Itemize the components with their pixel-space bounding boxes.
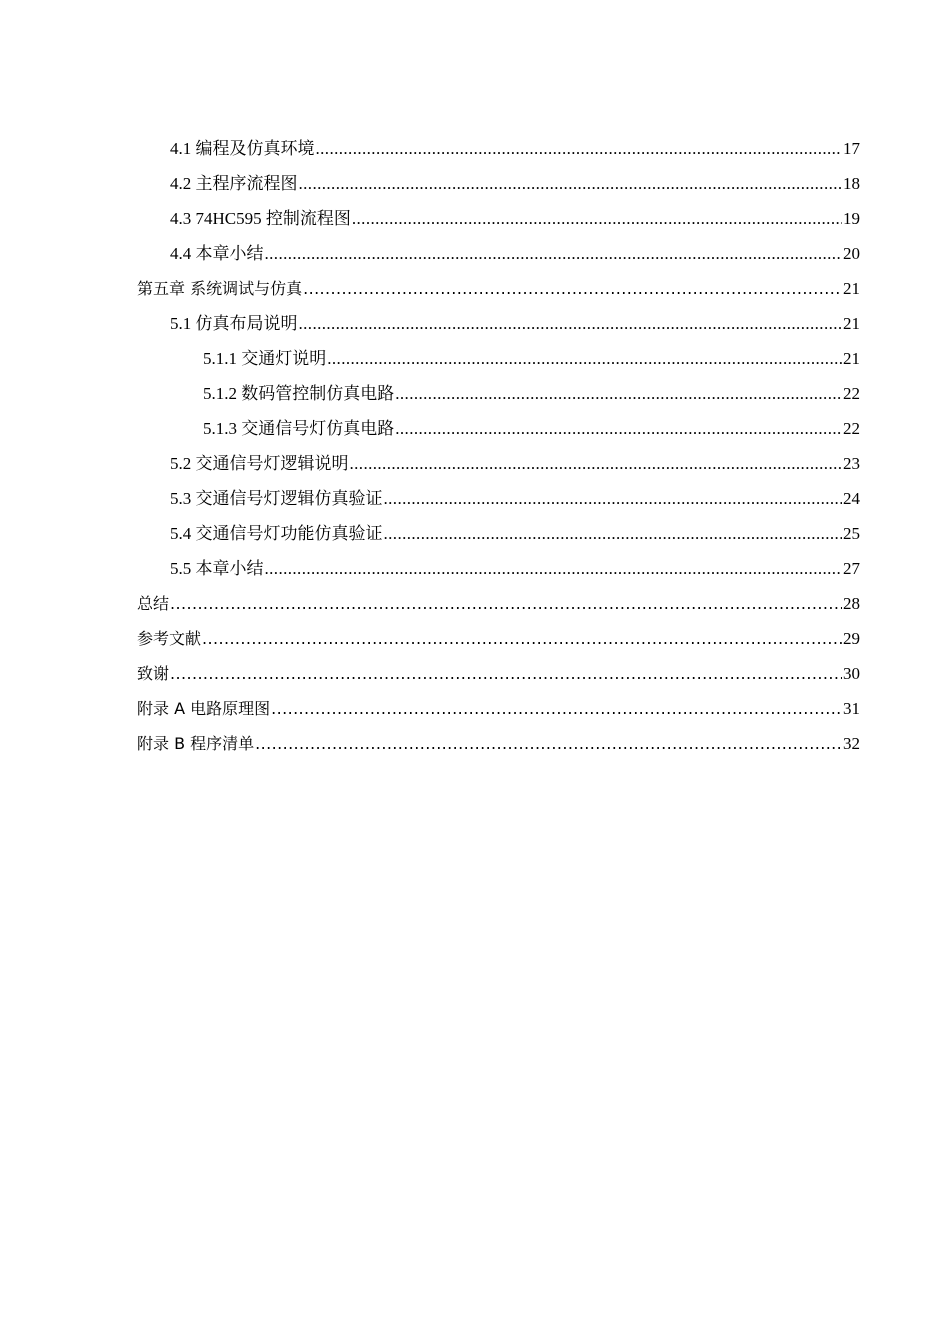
toc-leader-dots bbox=[352, 204, 842, 233]
toc-entry-page: 30 bbox=[843, 664, 860, 683]
toc-entry-title: 附录 A 电路原理图 bbox=[137, 699, 271, 718]
toc-leader-dots bbox=[255, 729, 842, 758]
toc-entry-title: 5.5 本章小结 bbox=[170, 559, 264, 578]
toc-entry-title: 总结 bbox=[137, 594, 170, 613]
toc-entry-title: 4.1 编程及仿真环境 bbox=[170, 139, 315, 158]
toc-entry-page: 18 bbox=[843, 174, 860, 193]
toc-entry-title: 致谢 bbox=[137, 664, 170, 683]
toc-entry-page: 29 bbox=[843, 629, 860, 648]
toc-leader-dots bbox=[384, 484, 843, 513]
toc-entry[interactable] bbox=[137, 414, 860, 449]
toc-entry[interactable] bbox=[137, 449, 860, 484]
toc-entry-title: 5.3 交通信号灯逻辑仿真验证 bbox=[170, 489, 383, 508]
toc-entry[interactable] bbox=[137, 554, 860, 589]
toc-entry-page: 25 bbox=[843, 524, 860, 543]
toc-leader-dots bbox=[299, 169, 843, 198]
toc-entry-title: 4.4 本章小结 bbox=[170, 244, 264, 263]
toc-leader-dots bbox=[350, 449, 843, 478]
toc-entry-chapter[interactable] bbox=[137, 694, 860, 729]
toc-entry-page: 21 bbox=[843, 279, 860, 298]
toc-entry[interactable] bbox=[137, 309, 860, 344]
toc-entry-title: 4.2 主程序流程图 bbox=[170, 174, 298, 193]
toc-leader-dots bbox=[316, 134, 843, 163]
toc-entry-title: 附录 B 程序清单 bbox=[137, 734, 255, 753]
toc-entry-chapter[interactable] bbox=[137, 729, 860, 764]
toc-entry-page: 24 bbox=[843, 489, 860, 508]
toc-entry-page: 23 bbox=[843, 454, 860, 473]
toc-entry-chapter[interactable] bbox=[137, 589, 860, 624]
toc-entry-page: 28 bbox=[843, 594, 860, 613]
toc-entry-title: 5.2 交通信号灯逻辑说明 bbox=[170, 454, 349, 473]
toc-leader-dots bbox=[170, 589, 842, 618]
toc-leader-dots bbox=[271, 694, 842, 723]
toc-entry-page: 22 bbox=[843, 384, 860, 403]
toc-entry-page: 21 bbox=[843, 314, 860, 333]
toc-entry-title: 5.4 交通信号灯功能仿真验证 bbox=[170, 524, 383, 543]
toc-entry-title: 参考文献 bbox=[137, 629, 202, 648]
toc-entry-title: 5.1 仿真布局说明 bbox=[170, 314, 298, 333]
toc-entry-page: 17 bbox=[843, 139, 860, 158]
toc-entry[interactable] bbox=[137, 169, 860, 204]
toc-leader-dots bbox=[395, 414, 842, 443]
toc-leader-dots bbox=[299, 309, 843, 338]
toc-entry[interactable] bbox=[137, 379, 860, 414]
table-of-contents bbox=[137, 134, 860, 764]
toc-entry-title: 4.3 74HC595 控制流程图 bbox=[170, 209, 351, 228]
toc-leader-dots bbox=[384, 519, 843, 548]
toc-entry-page: 20 bbox=[843, 244, 860, 263]
toc-entry-page: 32 bbox=[843, 734, 860, 753]
toc-entry-title: 5.1.1 交通灯说明 bbox=[203, 349, 327, 368]
toc-entry-page: 31 bbox=[843, 699, 860, 718]
toc-leader-dots bbox=[265, 239, 843, 268]
toc-leader-dots bbox=[170, 659, 842, 688]
toc-entry-title: 5.1.2 数码管控制仿真电路 bbox=[203, 384, 395, 403]
toc-entry[interactable] bbox=[137, 344, 860, 379]
toc-entry-chapter[interactable] bbox=[137, 659, 860, 694]
toc-leader-dots bbox=[265, 554, 843, 583]
toc-leader-dots bbox=[303, 274, 842, 303]
toc-entry-chapter[interactable] bbox=[137, 624, 860, 659]
toc-entry[interactable] bbox=[137, 134, 860, 169]
toc-leader-dots bbox=[202, 624, 842, 653]
toc-entry-title: 第五章 系统调试与仿真 bbox=[137, 279, 303, 298]
toc-entry-page: 19 bbox=[843, 209, 860, 228]
toc-leader-dots bbox=[395, 379, 842, 408]
toc-entry[interactable] bbox=[137, 484, 860, 519]
toc-entry-title: 5.1.3 交通信号灯仿真电路 bbox=[203, 419, 395, 438]
toc-entry-chapter[interactable] bbox=[137, 274, 860, 309]
toc-leader-dots bbox=[327, 344, 842, 373]
toc-entry-page: 22 bbox=[843, 419, 860, 438]
toc-entry-page: 21 bbox=[843, 349, 860, 368]
toc-entry[interactable] bbox=[137, 519, 860, 554]
toc-entry[interactable] bbox=[137, 239, 860, 274]
toc-entry[interactable] bbox=[137, 204, 860, 239]
toc-entry-page: 27 bbox=[843, 559, 860, 578]
